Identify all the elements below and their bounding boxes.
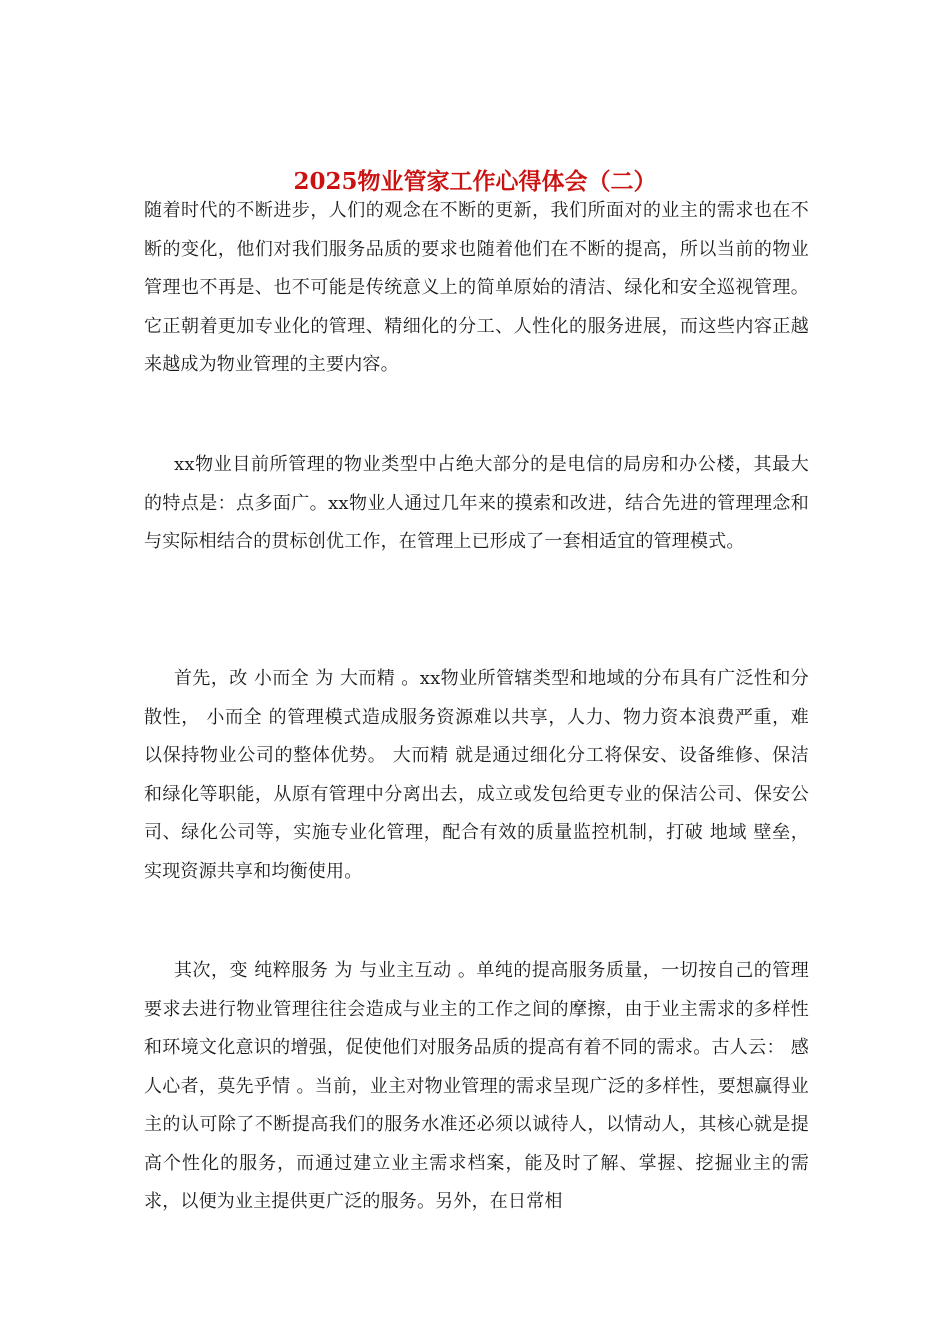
- paragraph-property-types: xx物业目前所管理的物业类型中占绝大部分的是电信的局房和办公楼，其最大的特点是：点多面广。xx物业人通过几年来的摸索和改进，结合先进的管理理念和与实际相结合的贯标创优工作，在管理上已形成了一套相适宜的管理模式。: [144, 454, 809, 552]
- paragraph-second-point: 其次，变 纯粹服务 为 与业主互动 。单纯的提高服务质量，一切按自己的管理要求去进行物业管理往往会造成与业主的工作之间的摩擦，由于业主需求的多样性和环境文化意识的增强，促使他们对服务品质的提高有着不同的需求。古人云： 感人心者，莫先乎情 。当前，业主对物业管理的需求呈现广泛的多样性，要想赢得业主的认可除了不断提高我们的服务水准还必须以诚待人，以情动人，其核心就是提高个性化的服务，而通过建立业主需求档案，能及时了解、掌握、挖掘业主的需求，以便为业主提供更广泛的服务。另外，在日常相: [144, 960, 809, 1212]
- page-title: 2025物业管家工作心得体会（二）: [293, 168, 657, 196]
- paragraph-first-point: 首先，改 小而全 为 大而精 。xx物业所管辖类型和地域的分布具有广泛性和分散性， 小而全 的管理模式造成服务资源难以共享，人力、物力资本浪费严重，难以保持物业公司的整体优势。 大而精 就是通过细化分工将保安、设备维修、保洁和绿化等职能，从原有管理中分离出去，成立或发包给更专业的保洁公司、保安公司、绿化公司等，实施专业化管理，配合有效的质量监控机制，打破 地域 壁垒，实现资源共享和均衡使用。: [144, 668, 809, 882]
- paragraph-intro: 随着时代的不断进步，人们的观念在不断的更新，我们所面对的业主的需求也在不断的变化，他们对我们服务品质的要求也随着他们在不断的提高，所以当前的物业管理也不再是、也不可能是传统意义上的简单原始的清洁、绿化和安全巡视管理。它正朝着更加专业化的管理、精细化的分工、人性化的服务进展，而这些内容正越来越成为物业管理的主要内容。: [144, 200, 809, 375]
